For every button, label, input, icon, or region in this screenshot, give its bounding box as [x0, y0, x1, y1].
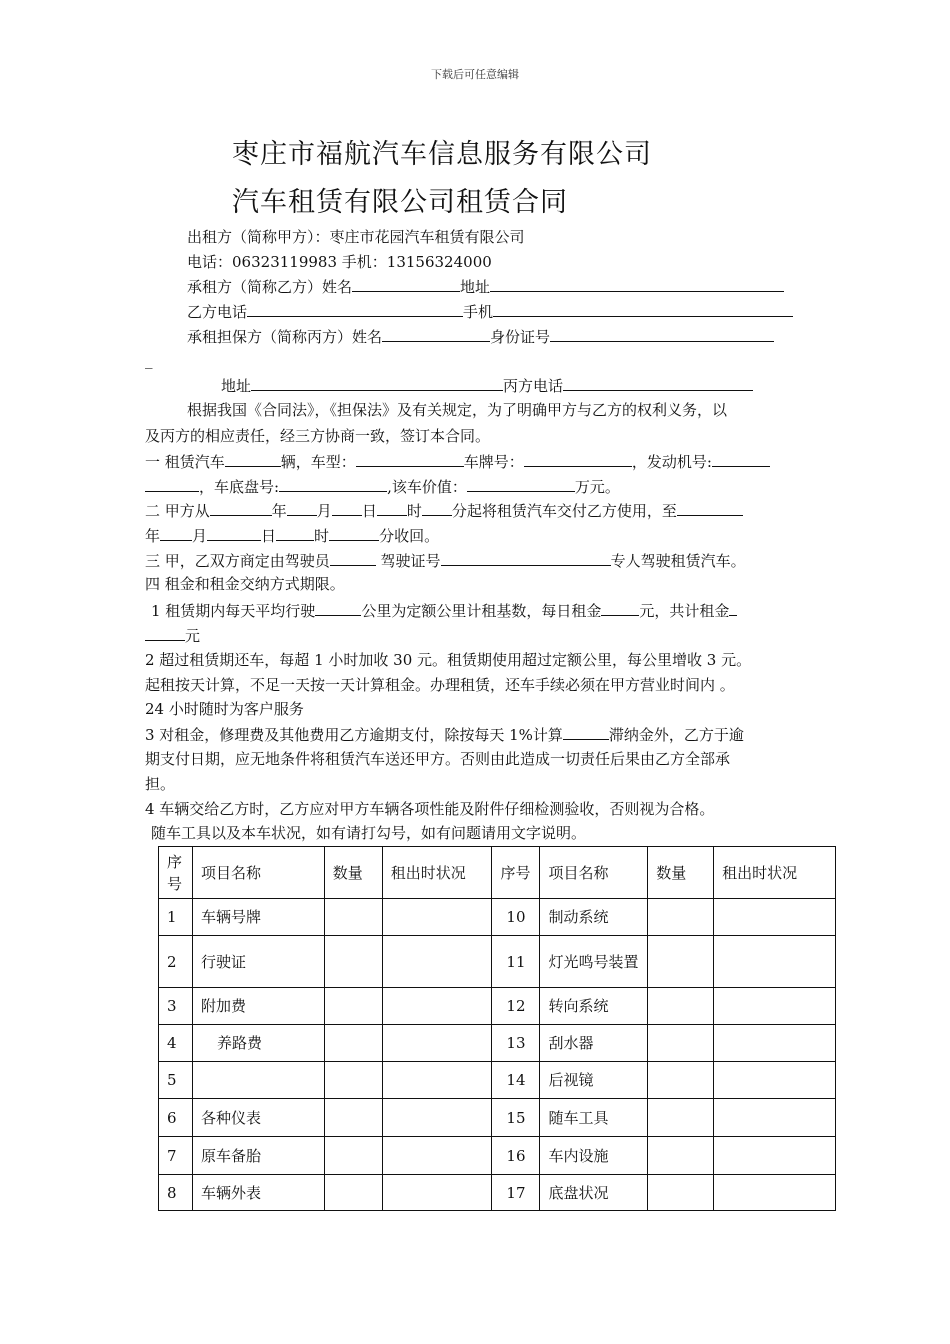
condition-cell[interactable]: [714, 1137, 836, 1175]
end-day-field[interactable]: [207, 525, 261, 541]
quantity-cell[interactable]: [648, 1175, 714, 1211]
lessor-label: 出租方（简称甲方）：: [187, 228, 330, 246]
item2-line-2: 起租按天计算，不足一天按一天计算租金。办理租赁，还车手续必须在甲方营业时间内 。: [145, 676, 735, 694]
condition-cell[interactable]: [714, 988, 836, 1025]
guarantor-id-field[interactable]: [550, 326, 774, 342]
lessee-phone-label: 乙方电话: [187, 303, 248, 321]
start-year-field[interactable]: [210, 500, 272, 516]
row-index: 1: [159, 899, 193, 936]
condition-cell[interactable]: [714, 1175, 836, 1211]
item-name[interactable]: [192, 1062, 324, 1099]
table-row: [159, 1099, 836, 1137]
clause1-line-2: [145, 476, 620, 497]
total-rent-field-cont[interactable]: [145, 625, 185, 641]
header-cell: 项目名称: [192, 847, 324, 899]
row-index: 5: [159, 1062, 193, 1099]
item2-line-1: 2 超过租赁期还车，每超 1 小时加收 30 元。租赁期使用超过定额公里，每公里增收 3 元。: [145, 651, 752, 669]
total-rent-field[interactable]: [729, 600, 737, 616]
quantity-cell[interactable]: [648, 899, 714, 936]
lessee-mobile-label: 手机: [463, 303, 494, 321]
row-index: 6: [159, 1099, 193, 1137]
row-index: 16: [492, 1137, 540, 1175]
phone-label: 电话：: [187, 253, 233, 271]
vehicle-model-field[interactable]: [356, 451, 464, 467]
guarantor-trail: _: [145, 351, 153, 369]
item-name: 各种仪表: [192, 1099, 324, 1137]
table-row: [159, 1062, 836, 1099]
condition-cell[interactable]: [382, 1099, 492, 1137]
row-index: 10: [492, 899, 540, 936]
guarantor-address-line: [221, 375, 753, 396]
quantity-cell[interactable]: [324, 1062, 382, 1099]
item-name: 刮水器: [540, 1025, 648, 1062]
item-name: 转向系统: [540, 988, 648, 1025]
mobile-label: 手机：: [341, 253, 387, 271]
quantity-cell[interactable]: [648, 1099, 714, 1137]
clause1-line-1: [145, 451, 770, 472]
end-month-field[interactable]: [160, 525, 192, 541]
item-name: 养路费: [192, 1025, 324, 1062]
plate-number-field[interactable]: [524, 451, 632, 467]
item-name: 灯光鸣号装置: [540, 936, 648, 988]
header-cell: 项目名称: [540, 847, 648, 899]
header-cell: 租出时状况: [714, 847, 836, 899]
end-hour-field[interactable]: [276, 525, 314, 541]
clause1-text-c: 车牌号：: [463, 453, 524, 471]
start-month-field[interactable]: [287, 500, 317, 516]
item-name: 底盘状况: [540, 1175, 648, 1211]
license-number-field[interactable]: [441, 550, 611, 566]
item1-line-2: [145, 625, 200, 646]
quantity-cell[interactable]: [324, 1099, 382, 1137]
clause2-line-2: [145, 525, 439, 546]
condition-cell[interactable]: [382, 936, 492, 988]
clause2-text-j: 时: [314, 527, 330, 545]
row-index: 8: [159, 1175, 193, 1211]
lessee-address-field[interactable]: [490, 276, 784, 292]
item-name: 原车备胎: [192, 1137, 324, 1175]
condition-cell[interactable]: [382, 1062, 492, 1099]
clause2-text-k: 分收回。: [379, 527, 440, 545]
guarantor-name-label: 承租担保方（简称丙方）姓名: [187, 328, 383, 346]
guarantor-name-field[interactable]: [382, 326, 490, 342]
header-cell: 数量: [324, 847, 382, 899]
lessor-value: 枣庄市花园汽车租赁有限公司: [329, 228, 525, 246]
guarantor-address-field[interactable]: [251, 375, 503, 391]
lessee-phone-line: [187, 301, 793, 322]
item3-line-3: 担。: [145, 775, 176, 793]
table-row: [159, 1025, 836, 1062]
clause2-text-g: 年: [145, 527, 161, 545]
condition-cell[interactable]: [382, 899, 492, 936]
clause1-text-f: ,该车价值：: [387, 478, 467, 496]
clause2-text-f: 分起将租赁汽车交付乙方使用，至: [451, 502, 677, 520]
item1-text-a: 1 租赁期内每天平均行驶: [151, 602, 316, 620]
condition-cell[interactable]: [382, 1137, 492, 1175]
clause2-text-a: 二 甲方从: [145, 502, 210, 520]
quantity-cell[interactable]: [648, 936, 714, 988]
item1-text-b: 公里为定额公里计租基数，每日租金: [361, 602, 602, 620]
clause2-text-i: 日: [261, 527, 277, 545]
row-index: 15: [492, 1099, 540, 1137]
daily-rent-field[interactable]: [601, 600, 639, 616]
phone-value: 06323119983: [232, 253, 337, 271]
item-name: 车辆号牌: [192, 899, 324, 936]
lessee-phone-field[interactable]: [247, 301, 463, 317]
vehicle-value-field[interactable]: [467, 476, 575, 492]
quantity-cell[interactable]: [648, 1137, 714, 1175]
item4-line-2: 随车工具以及本车状况，如有请打勾号，如有问题请用文字说明。: [151, 824, 587, 842]
lessee-mobile-field[interactable]: [493, 301, 793, 317]
table-row: [159, 1137, 836, 1175]
item1-line-1: [151, 600, 737, 621]
item1-text-d: 元: [185, 627, 201, 645]
chassis-number-field[interactable]: [279, 476, 387, 492]
guarantor-id-label: 身份证号: [490, 328, 551, 346]
item3-text-a: 3 对租金，修理费及其他费用乙方逾期支付，除按每天 1%计算: [145, 726, 563, 744]
condition-cell[interactable]: [714, 1099, 836, 1137]
item3-text-b: 滞纳金外，乙方于逾: [608, 726, 744, 744]
row-index: 7: [159, 1137, 193, 1175]
contact-line: [187, 252, 492, 272]
item-name: 车内设施: [540, 1137, 648, 1175]
item-name: 后视镜: [540, 1062, 648, 1099]
inspection-table: [158, 846, 836, 1211]
table-row: [159, 899, 836, 936]
clause1-text-g: 万元。: [574, 478, 620, 496]
clause3-text-c: 专人驾驶租赁汽车。: [610, 552, 746, 570]
table-header-row: [159, 847, 836, 899]
condition-cell[interactable]: [714, 899, 836, 936]
row-index: 3: [159, 988, 193, 1025]
row-index: 12: [492, 988, 540, 1025]
table-row: [159, 936, 836, 988]
quantity-cell[interactable]: [324, 988, 382, 1025]
item3-line-1: [145, 724, 744, 745]
quantity-cell[interactable]: [324, 936, 382, 988]
quantity-cell[interactable]: [648, 1025, 714, 1062]
header-cell: 序号: [159, 847, 193, 899]
condition-cell[interactable]: [714, 1025, 836, 1062]
clause1-text-e: ，车底盘号:: [199, 478, 280, 496]
lessee-line: [187, 276, 784, 297]
quantity-cell[interactable]: [648, 988, 714, 1025]
late-fee-field[interactable]: [563, 724, 609, 740]
daily-km-field[interactable]: [315, 600, 361, 616]
row-index: 11: [492, 936, 540, 988]
item4-line-1: 4 车辆交给乙方时，乙方应对甲方车辆各项性能及附件仔细检测验收，否则视为合格。: [145, 800, 715, 818]
quantity-cell[interactable]: [648, 1062, 714, 1099]
guarantor-phone-field[interactable]: [563, 375, 753, 391]
clause1-text-d: ，发动机号:: [631, 453, 712, 471]
item-name: 车辆外表: [192, 1175, 324, 1211]
row-index: 14: [492, 1062, 540, 1099]
row-index: 2: [159, 936, 193, 988]
lessee-name-field[interactable]: [352, 276, 460, 292]
condition-cell[interactable]: [382, 1025, 492, 1062]
condition-cell[interactable]: [714, 1062, 836, 1099]
clause4-title: 四 租金和租金交纳方式期限。: [145, 575, 345, 593]
condition-cell[interactable]: [382, 988, 492, 1025]
header-cell: 租出时状况: [382, 847, 492, 899]
condition-cell[interactable]: [382, 1175, 492, 1211]
engine-number-field-cont[interactable]: [145, 476, 199, 492]
item2-line-3: 24 小时随时为客户服务: [145, 700, 304, 718]
lessee-name-label: 承租方（简称乙方）姓名: [187, 278, 353, 296]
start-hour-field[interactable]: [377, 500, 407, 516]
contract-title: 汽车租赁有限公司租赁合同: [232, 187, 568, 218]
clause2-text-c: 月: [316, 502, 332, 520]
company-title: 枣庄市福航汽车信息服务有限公司: [232, 139, 652, 170]
clause1-text-b: 辆，车型：: [280, 453, 356, 471]
clause2-text-b: 年: [271, 502, 287, 520]
condition-cell[interactable]: [714, 936, 836, 988]
clause1-text-a: 一 租赁汽车: [145, 453, 225, 471]
quantity-cell[interactable]: [324, 1025, 382, 1062]
quantity-cell[interactable]: [324, 899, 382, 936]
start-minute-field[interactable]: [422, 500, 452, 516]
row-index: 4: [159, 1025, 193, 1062]
lessor-line: [187, 227, 525, 247]
clause3-text-b: 驾驶证号: [375, 552, 441, 570]
table-row: [159, 988, 836, 1025]
header-cell: 数量: [648, 847, 714, 899]
guarantor-line: [187, 326, 774, 347]
clause2-text-h: 月: [192, 527, 208, 545]
guarantor-address-label: 地址: [221, 377, 252, 395]
clause2-line-1: [145, 500, 743, 521]
item3-line-2: 期支付日期，应无地条件将租赁汽车送还甲方。否则由此造成一切责任后果由乙方全部承: [145, 750, 731, 768]
quantity-cell[interactable]: [324, 1137, 382, 1175]
row-index: 13: [492, 1025, 540, 1062]
clause3-line: [145, 550, 746, 571]
table-row: [159, 1175, 836, 1211]
engine-number-field[interactable]: [712, 451, 770, 467]
lessee-address-label: 地址: [460, 278, 491, 296]
preamble-line-1: 根据我国《合同法》，《担保法》及有关规定，为了明确甲方与乙方的权利义务，以: [187, 401, 728, 419]
start-day-field[interactable]: [332, 500, 362, 516]
item-name: 附加费: [192, 988, 324, 1025]
clause3-text-a: 三 甲，乙双方商定由驾驶员: [145, 552, 330, 570]
item-name: 随车工具: [540, 1099, 648, 1137]
clause2-text-e: 时: [406, 502, 422, 520]
end-year-field[interactable]: [677, 500, 743, 516]
preamble-line-2: 及丙方的相应责任，经三方协商一致，签订本合同。: [145, 427, 491, 445]
driver-name-field[interactable]: [330, 550, 376, 566]
header-note: 下载后可任意编辑: [431, 68, 519, 81]
header-cell: 序号: [492, 847, 540, 899]
vehicle-count-field[interactable]: [225, 451, 281, 467]
quantity-cell[interactable]: [324, 1175, 382, 1211]
clause2-text-d: 日: [361, 502, 377, 520]
mobile-value: 13156324000: [386, 253, 492, 271]
item-name: 制动系统: [540, 899, 648, 936]
item1-text-c: 元，共计租金: [639, 602, 730, 620]
row-index: 17: [492, 1175, 540, 1211]
item-name: 行驶证: [192, 936, 324, 988]
guarantor-phone-label: 丙方电话: [503, 377, 564, 395]
end-minute-field[interactable]: [329, 525, 379, 541]
